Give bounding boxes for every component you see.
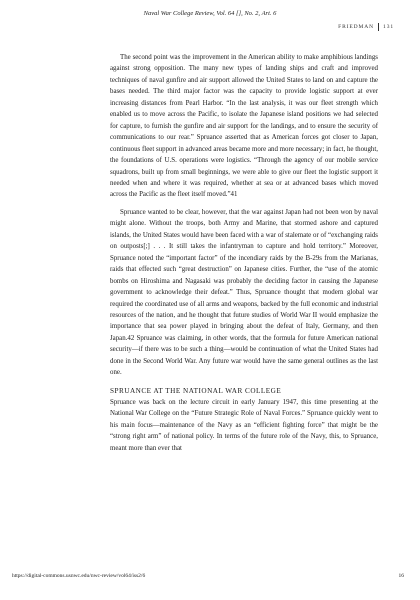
page-number: 131 <box>383 24 394 30</box>
section-heading: SPRUANCE AT THE NATIONAL WAR COLLEGE <box>110 386 282 395</box>
body-paragraph-1: The second point was the improvement in the American ability to make amphibious landings against strong opposition. The many new types of landing ships and craft and improved techniques of naval gunfire and air support allowed the United States to land on and capture the bases needed. The third major factor was the capacity to provide logistic support at ever increasing distances from Pearl Harbor. “In the last analysis, it was our fleet strength which enabled us to move across the Pacific, to isolate the Japanese island positions we had selected for capture, to furnish the gunfire and air support for the landings, and to ensure the security of communications to our rear.” Spruance asserted that as American forces got closer to Japan, continuous fleet support in advanced areas became more and more necessary; in fact, he thought, the foundations of U.S. operations were logistics. “Through the agency of our mobile service squadrons, built up from small beginnings, we were able to give our fleet the logistic support it needed when and where it was required, whether at sea or at advanced bases which moved across the Pacific as the fleet itself moved.”41 <box>110 54 378 199</box>
running-head-author: FRIEDMAN <box>338 24 375 30</box>
running-head <box>338 23 394 31</box>
footer-page-number: 16 <box>398 573 404 579</box>
running-head-divider <box>378 23 379 31</box>
footer-source-url[interactable]: https://digital-commons.usnwc.edu/nwc-review/vol64/iss2/6 <box>12 573 146 579</box>
journal-citation-header: Naval War College Review, Vol. 64 [], No. 2, Art. 6 <box>143 10 277 17</box>
section-paragraph: Spruance was back on the lecture circuit in early January 1947, this time presenting at the National War College on the “Future Strategic Role of Naval Forces.” Spruance quickly went to his main focus—maintenance of the Navy as an “efficient fighting force” that might be the “strong right arm” of national policy. In terms of the future role of the Navy, this, to Spruance, meant more than ever that <box>110 398 378 452</box>
article-body <box>110 52 378 460</box>
body-paragraph-2: Spruance wanted to be clear, however, that the war against Japan had not been won by naval might alone. Without the troops, both Army and Marine, that stormed ashore and captured islands, the United States would have been faced with a war of stalemate or of “exchanging raids on outposts[;] . . . It still takes the infantryman to capture and hold territory.” Moreover, Spruance noted the “important factor” of the incendiary raids by the B-29s from the Marianas, raids that effected such “great destruction” on Japanese cities. Further, the “use of the atomic bombs on Hiroshima and Nagasaki was probably the deciding factor in causing the Japanese government to acknowledge their defeat.” Thus, Spruance thought that modern global war required the coordinated use of all arms and weapons, backed by the full economic and industrial resources of the nation, and he thought that future studies of World War II would emphasize the importance that sea power played in bringing about the defeat of Italy, Germany, and then Japan.42 Spruance was claiming, in other words, that the formula for future American national security—if there was to be such a thing—would be continuation of what the United States had done in the Second World War. Any future war would have the same general outlines as the last one. <box>110 208 378 377</box>
